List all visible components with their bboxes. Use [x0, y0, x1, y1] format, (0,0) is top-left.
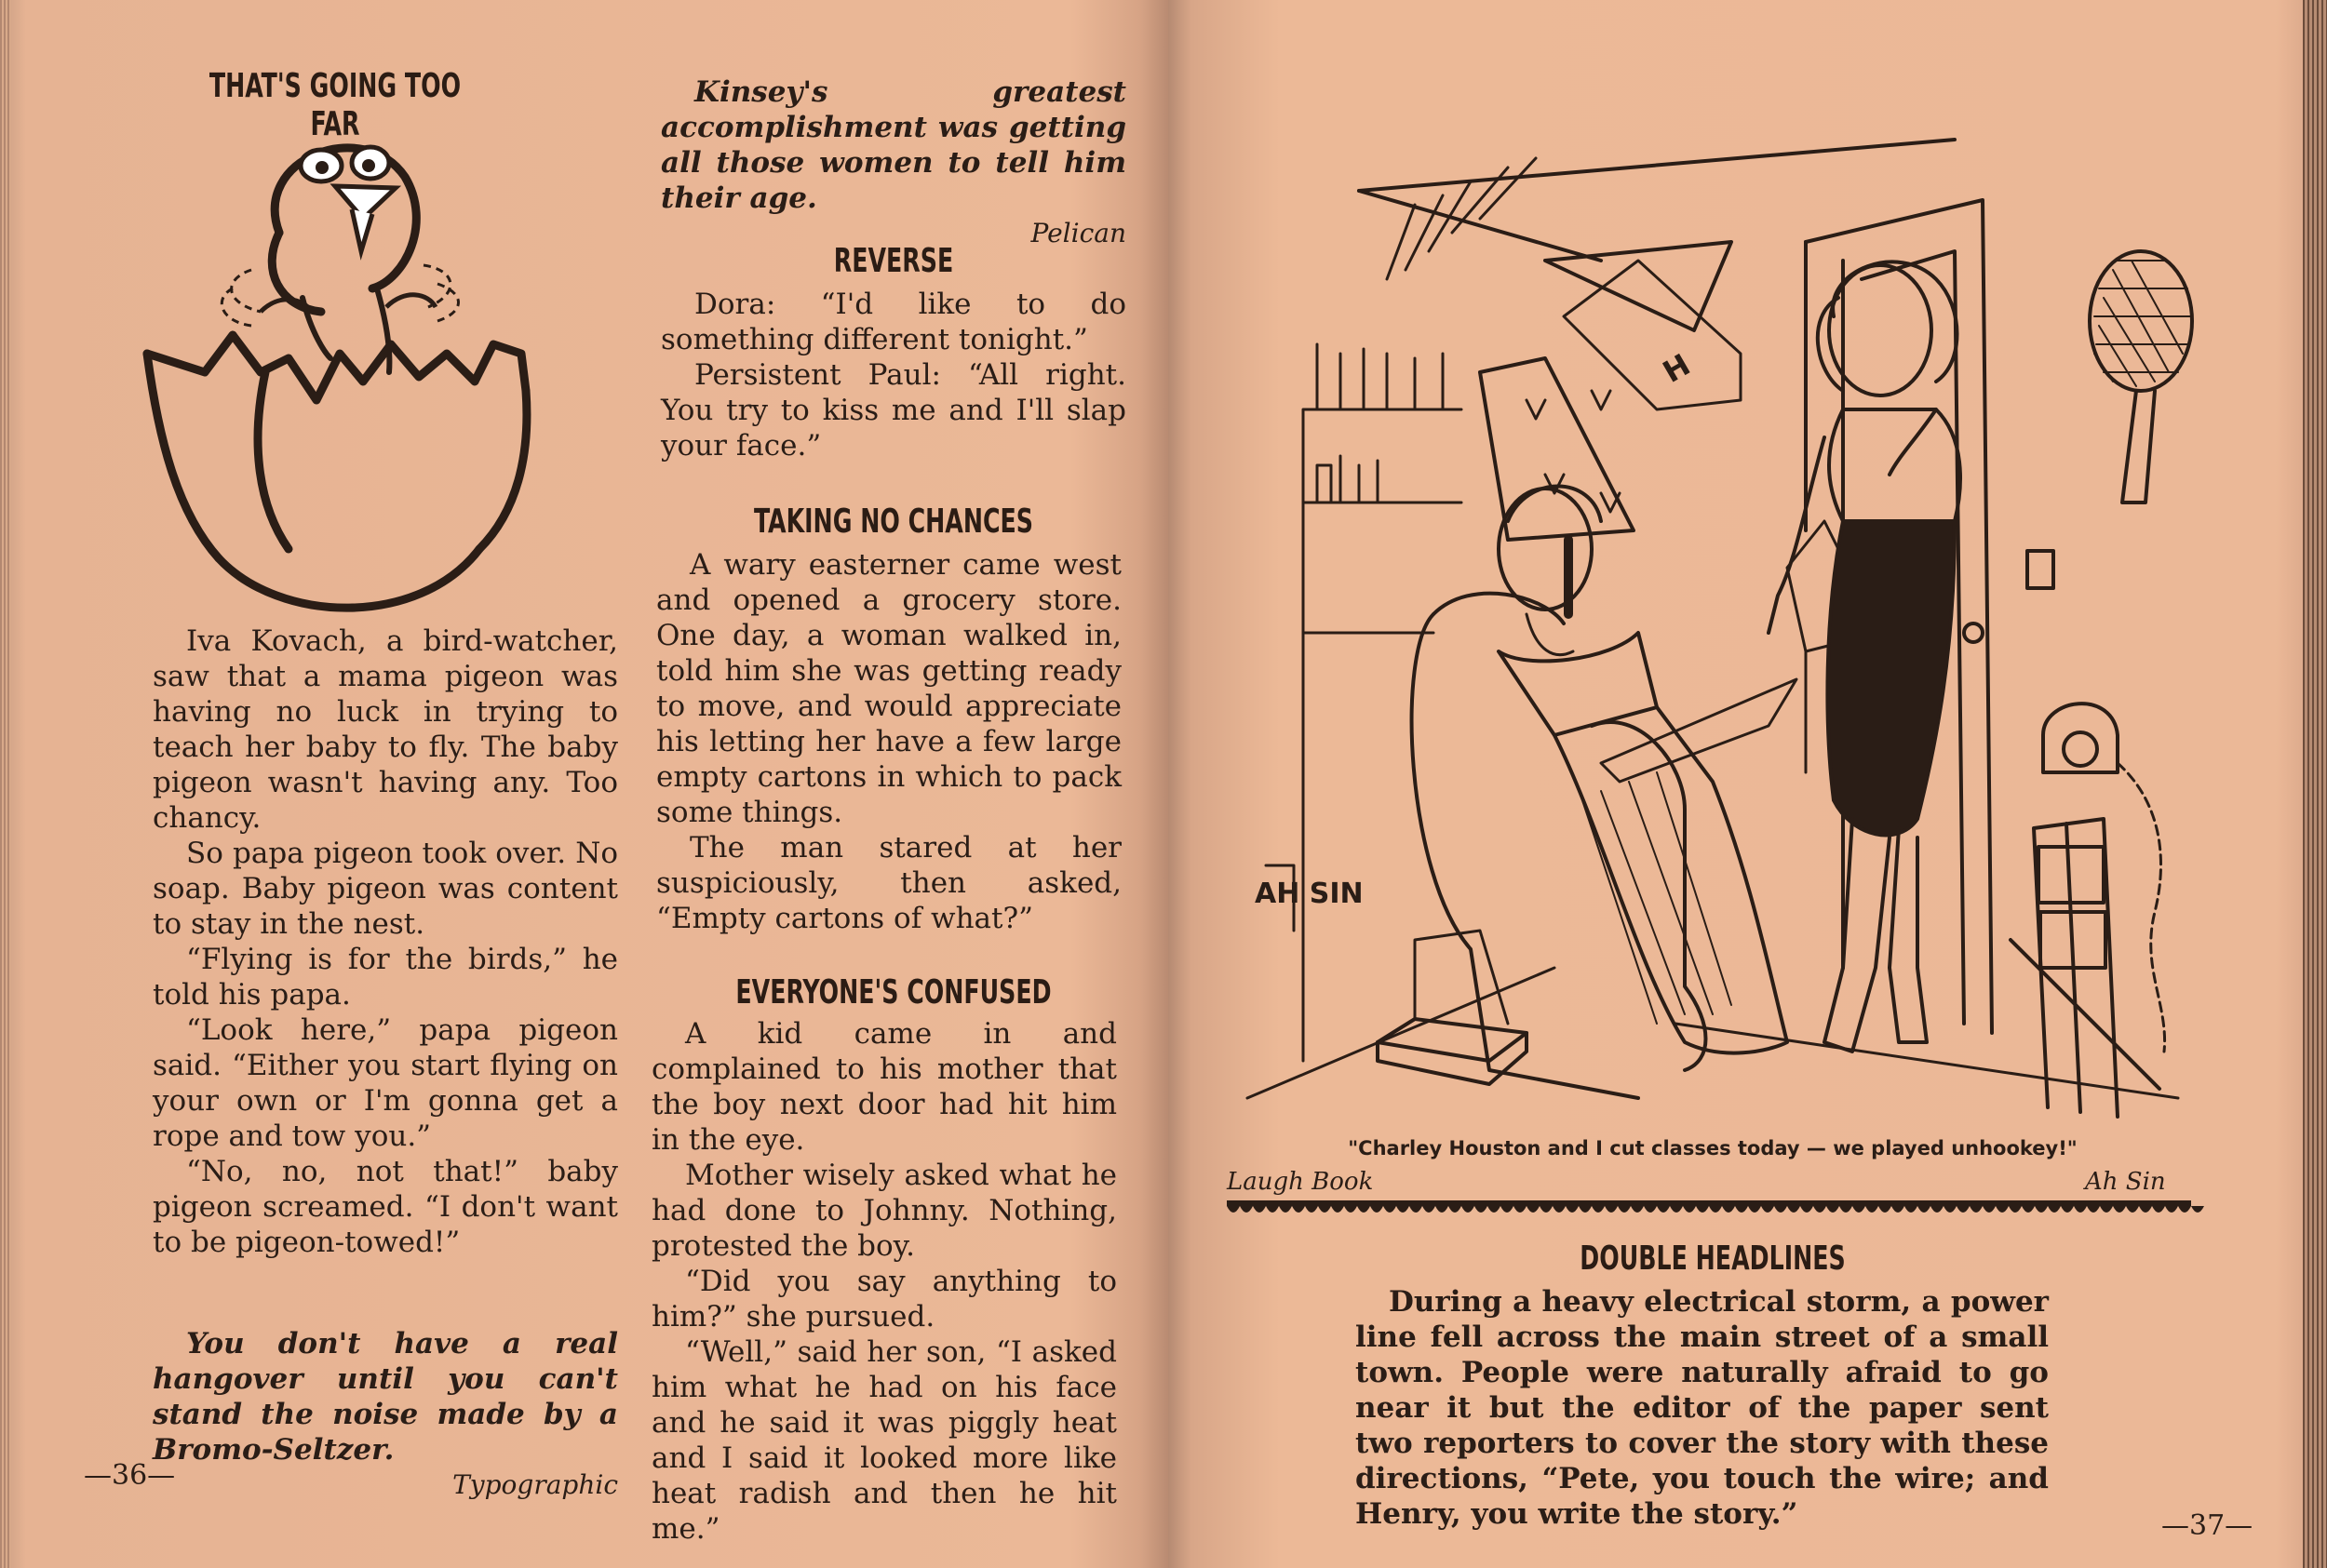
hangover-joke — [153, 1326, 618, 1503]
no-chances-paragraph: A wary easterner came west and opened a grocery store. One day, a woman walked in, told him she was getting ready to move, and would appreciate his letting her have a few large empty cartons in which to pack some things. — [656, 548, 1122, 829]
heading-reverse: REVERSE — [833, 242, 954, 280]
confused-paragraph: A kid came in and complained to his mother that the boy next door had hit him in the eye. — [652, 1017, 1117, 1157]
confused-story — [652, 1016, 1117, 1547]
no-chances-story — [656, 547, 1122, 936]
page-edge-right — [2303, 0, 2327, 1568]
cartoon-source: Laugh Book — [1227, 1168, 1374, 1196]
chick-paragraph: Iva Kovach, a bird-watcher, saw that a mama pigeon was having no luck in trying to teach her baby to fly. The baby pigeon wasn't having any. Too chancy. — [153, 624, 618, 835]
cartoon-signature: AH SIN — [1255, 878, 1364, 910]
chick-paragraph: “Flying is for the birds,” he told his papa. — [153, 943, 618, 1012]
cartoon-artist: Ah Sin — [2085, 1168, 2166, 1196]
heading-going-too-far: THAT'S GOING TOO FAR — [208, 67, 462, 143]
kinsey-joke — [661, 74, 1126, 251]
reverse-story — [661, 287, 1126, 463]
scalloped-divider — [1227, 1200, 2191, 1221]
chick-paragraph: “No, no, not that!” baby pigeon screamed. “I don't want to be pigeon-towed!” — [153, 1155, 618, 1259]
chick-paragraph: “Look here,” papa pigeon said. “Either you start flying on your own or I'm gonna get a rope and tow you.” — [153, 1013, 618, 1153]
kinsey-text: Kinsey's greatest accomplishment was getting all those women to tell him their age. — [661, 75, 1126, 215]
chick-story — [153, 623, 618, 1260]
heading-taking-no-chances: TAKING NO CHANCES — [753, 503, 1034, 541]
double-headlines-paragraph: During a heavy electrical storm, a power line fell across the main street of a small town. People were naturally afraid to go near it but the editor of the paper sent two reporters to cover the story with these directions, “Pete, you touch the wire; and Henry, you write the story.” — [1355, 1285, 2049, 1531]
page-number-36: —36— — [84, 1459, 176, 1492]
cartoon-caption: "Charley Houston and I cut classes today — we played unhookey!" — [1348, 1137, 2078, 1159]
chick-paragraph: So papa pigeon took over. No soap. Baby pigeon was content to stay in the nest. — [153, 837, 618, 941]
hangover-text: You don't have a real hangover until you can't stand the noise made by a Bromo-Seltzer. — [153, 1327, 618, 1467]
confused-paragraph: “Well,” said her son, “I asked him what he had on his face and he said it was piggly heat and I said it looked more like heat radish and then he hit me.” — [652, 1335, 1117, 1546]
hangover-source: Typographic — [452, 1469, 618, 1500]
confused-paragraph: Mother wisely asked what he had done to Johnny. Nothing, protested the boy. — [652, 1159, 1117, 1263]
page-number-37: —37— — [2161, 1509, 2253, 1542]
reverse-paragraph: Dora: “I'd like to do something different tonight.” — [661, 288, 1126, 356]
page-edge-left — [0, 0, 11, 1568]
double-headlines-story — [1355, 1284, 2049, 1532]
heading-everyones-confused: EVERYONE'S CONFUSED — [735, 973, 1052, 1012]
cartoon-illustration — [1247, 130, 2178, 1126]
confused-paragraph: “Did you say anything to him?” she pursued. — [652, 1265, 1117, 1333]
chick-eyes — [301, 147, 389, 181]
kinsey-source: Pelican — [1030, 218, 1126, 248]
reverse-paragraph: Persistent Paul: “All right. You try to kiss me and I'll slap your face.” — [661, 358, 1126, 462]
heading-double-headlines: DOUBLE HEADLINES — [1580, 1240, 1846, 1278]
no-chances-paragraph: The man stared at her suspiciously, then asked, “Empty cartons of what?” — [656, 831, 1122, 935]
pennant-letter: H — [1657, 346, 1697, 390]
chick-in-egg-illustration — [140, 121, 624, 623]
